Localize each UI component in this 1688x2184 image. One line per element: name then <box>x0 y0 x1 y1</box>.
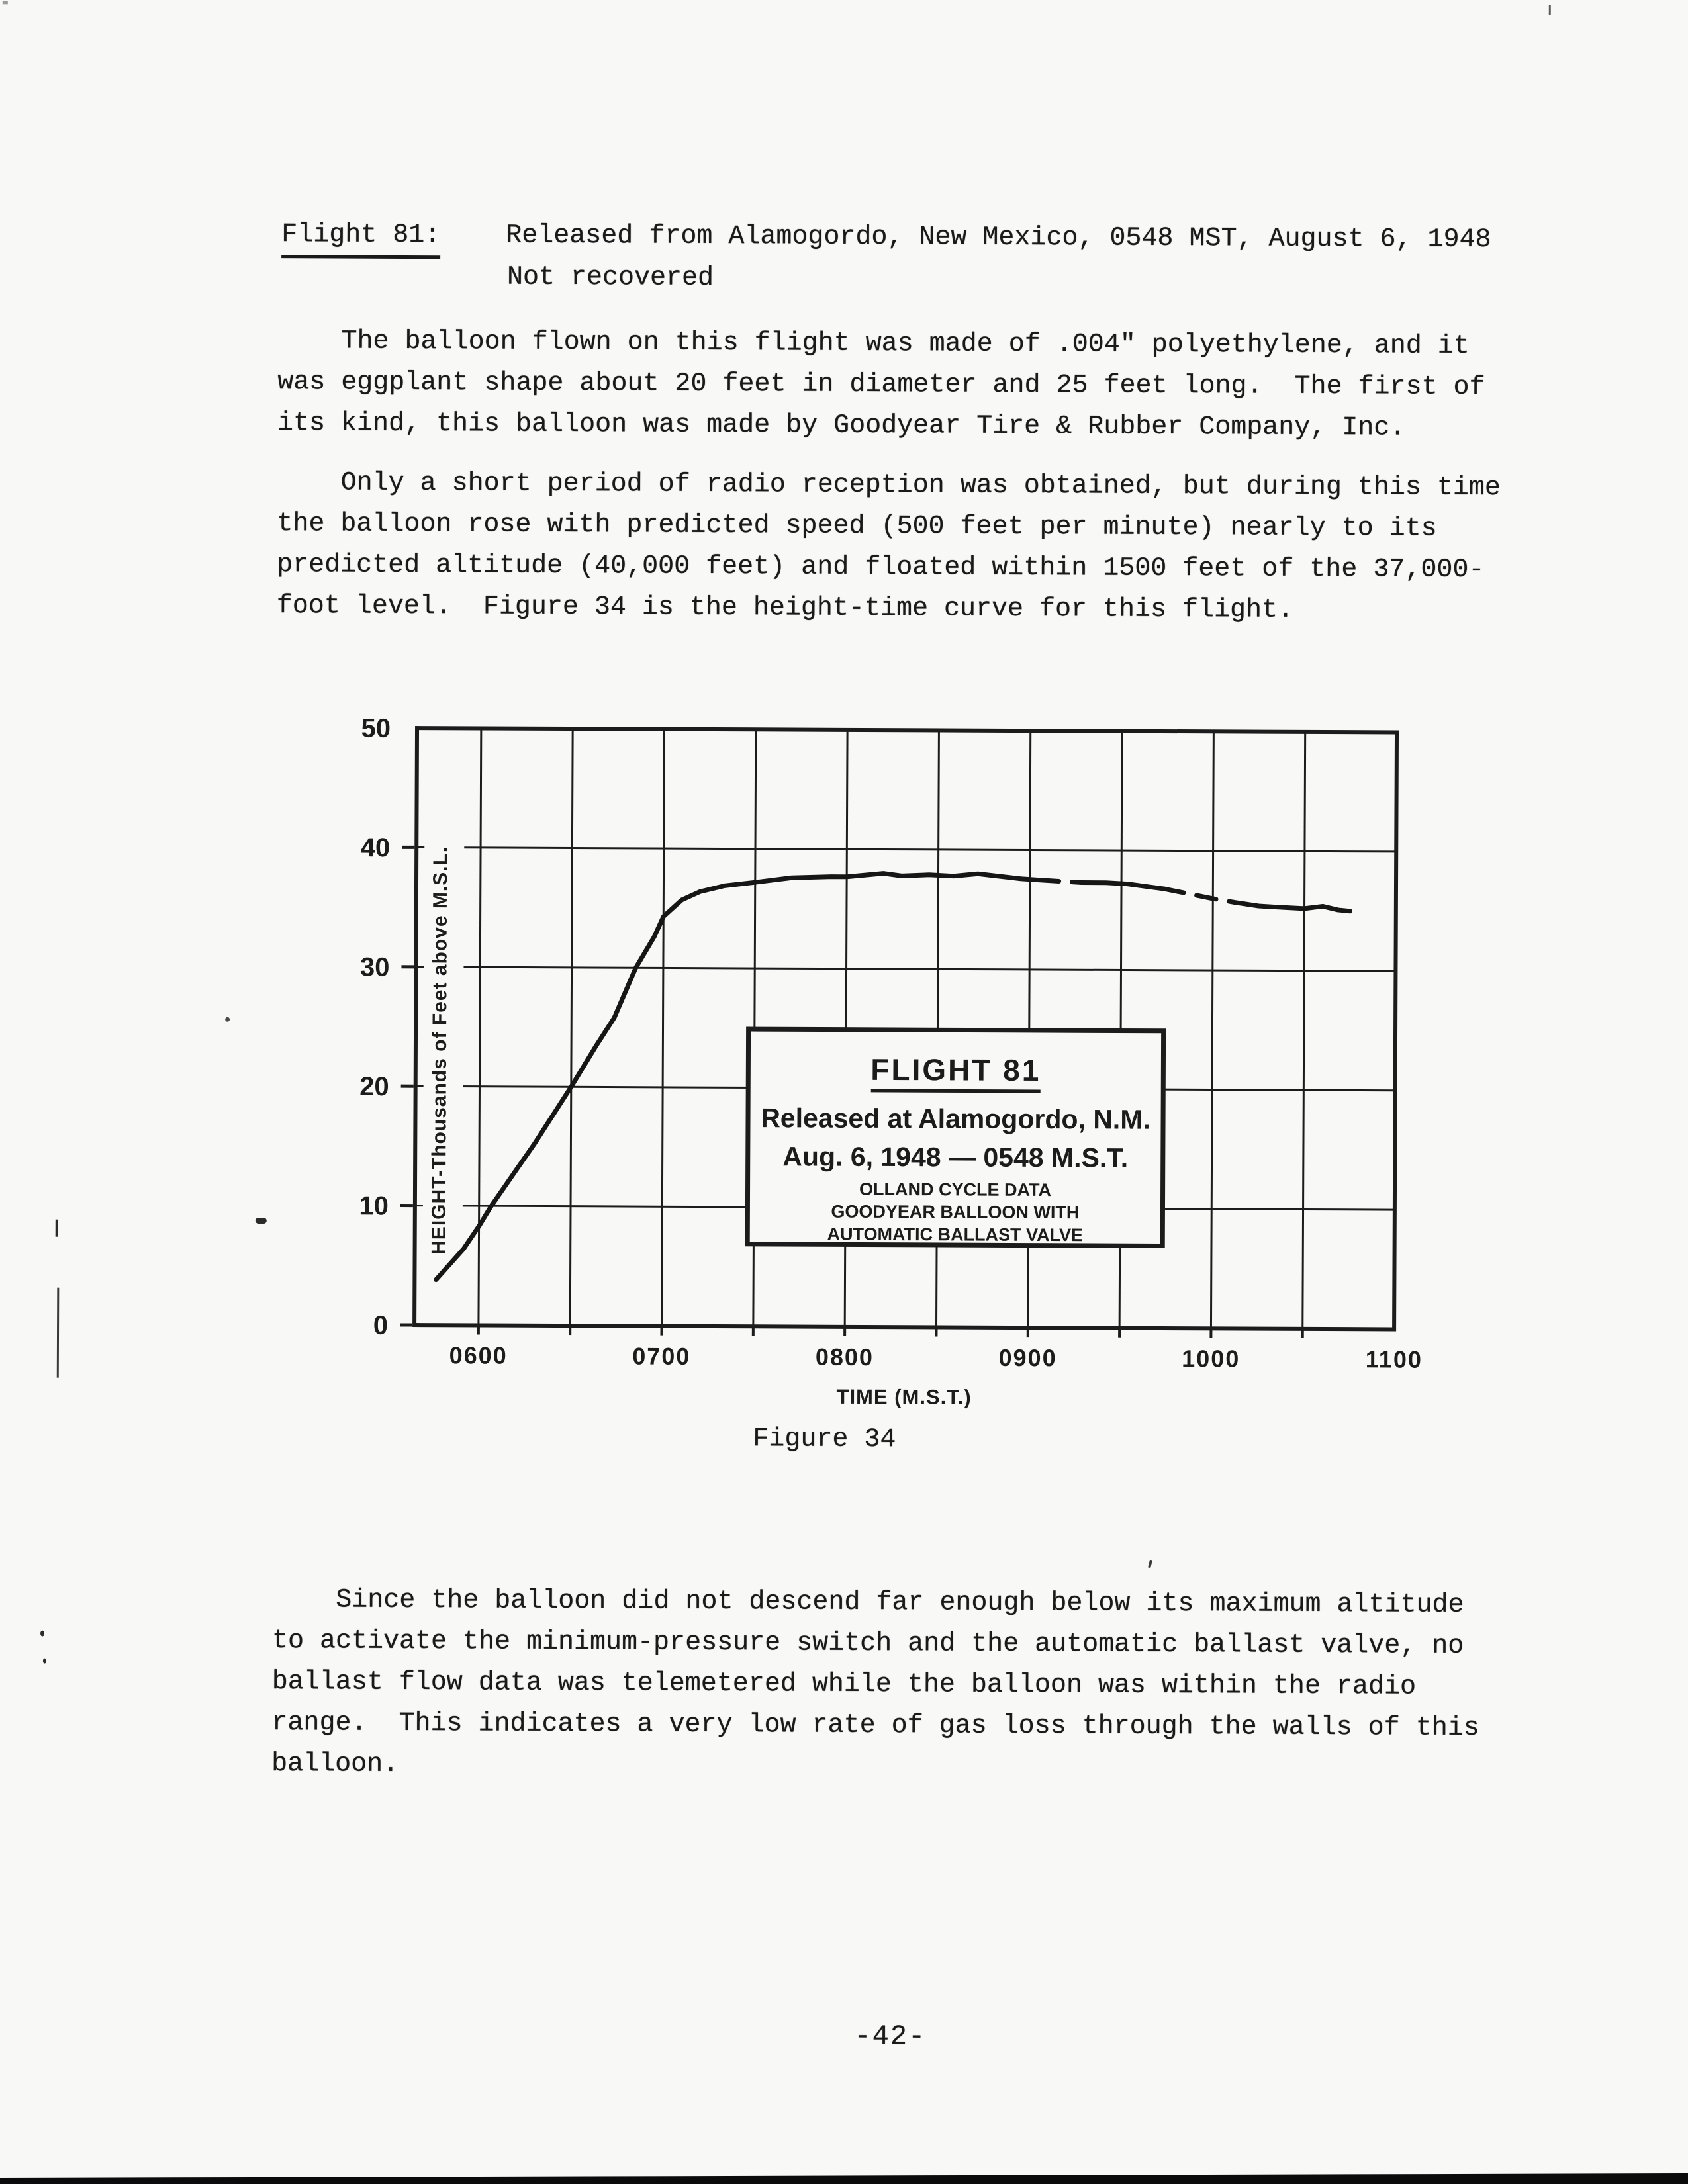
scan-speck <box>1148 1560 1152 1569</box>
text-line: the balloon rose with predicted speed (500 feet per minute) nearly to its <box>277 509 1437 544</box>
text-line: The balloon flown on this flight was made of .004" polyethylene, and it <box>341 326 1470 361</box>
curve-height-dashed-1 <box>1039 880 1082 883</box>
horizontal-gridline <box>416 847 1396 851</box>
scan-speck <box>3 1 8 4</box>
figure-caption: Figure 34 <box>753 1424 896 1455</box>
x-axis-tick-label: 0600 <box>449 1342 508 1369</box>
annotation-line: Released at Alamogordo, N.M. <box>761 1103 1150 1135</box>
x-axis-tick-label: 0700 <box>632 1342 691 1370</box>
annotation-line: Aug. 6, 1948 — 0548 M.S.T. <box>782 1141 1129 1173</box>
text-line: Only a short period of radio reception was obtained, but during this time <box>340 468 1501 504</box>
y-axis-tick-label: 20 <box>359 1071 389 1102</box>
flight-heading-line2: Not recovered <box>506 262 714 293</box>
scan-speck <box>40 1631 44 1637</box>
text-line: foot level. Figure 34 is the height-time curve for this flight. <box>276 591 1294 625</box>
vertical-gridline <box>570 729 573 1326</box>
y-axis-tick-label: 40 <box>360 833 391 863</box>
vertical-gridline <box>1303 732 1305 1329</box>
vertical-gridline <box>662 729 665 1326</box>
vertical-gridline <box>1211 731 1213 1328</box>
page-number: -42- <box>854 2020 927 2053</box>
vertical-gridline <box>479 728 481 1325</box>
text-line: balloon. <box>271 1749 399 1780</box>
annotation-line: FLIGHT 81 <box>870 1052 1041 1087</box>
horizontal-gridline <box>416 967 1395 971</box>
y-axis-tick-label: 30 <box>359 952 390 982</box>
height-time-chart <box>279 681 1514 1441</box>
flight-heading <box>1 0 1688 293</box>
y-axis-tick-label: 10 <box>359 1191 389 1221</box>
x-axis-title: TIME (M.S.T.) <box>836 1385 972 1409</box>
text-line: was eggplant shape about 20 feet in diameter and 25 feet long. The first of <box>277 367 1485 403</box>
height-time-chart-svg <box>279 681 1514 1441</box>
scan-speck <box>1549 5 1551 15</box>
x-axis-tick-label: 0900 <box>998 1343 1057 1372</box>
curve-height-solid-final <box>1234 902 1350 911</box>
scan-line-mark <box>57 1288 60 1378</box>
text-line: its kind, this balloon was made by Goodyear Tire & Rubber Company, Inc. <box>277 408 1406 443</box>
y-axis-tick-label: 50 <box>361 713 391 743</box>
annotation-line: OLLAND CYCLE DATA <box>859 1179 1052 1201</box>
flight-heading-text: Released from Alamogordo, New Mexico, 0548 MST, August 6, 1948 <box>506 220 1491 255</box>
paragraph-radio-reception <box>277 463 1548 632</box>
text-line: predicted altitude (40,000 feet) and floated within 1500 feet of the 37,000- <box>277 550 1485 586</box>
scan-speck <box>256 1218 267 1224</box>
paragraph-ballast-conclusion <box>271 1580 1543 1790</box>
annotation-line: GOODYEAR BALLOON WITH <box>831 1201 1080 1223</box>
y-axis-tick-label: 0 <box>373 1310 389 1340</box>
text-line: range. This indicates a very low rate of gas loss through the walls of this <box>271 1708 1479 1744</box>
scan-speck <box>225 1017 230 1022</box>
scan-speck <box>56 1220 58 1237</box>
x-axis-tick-label: 1100 <box>1365 1345 1423 1373</box>
annotation-line: AUTOMATIC BALLAST VALVE <box>827 1224 1084 1246</box>
flight-heading-label: Flight 81: <box>281 220 440 259</box>
x-axis-tick-label: 1000 <box>1182 1345 1241 1373</box>
scan-speck <box>43 1659 46 1664</box>
text-line: Since the balloon did not descend far enough below its maximum altitude <box>336 1585 1464 1620</box>
text-line: ballast flow data was telemetered while the balloon was within the radio <box>271 1667 1417 1702</box>
curve-height-solid-2 <box>1082 883 1164 889</box>
text-line: to activate the minimum-pressure switch and the automatic ballast valve, no <box>271 1626 1464 1661</box>
x-axis-tick-label: 0800 <box>815 1343 874 1371</box>
curve-height-dashed-2 <box>1164 889 1234 902</box>
y-axis-title: HEIGHT-Thousands of Feet above M.S.L. <box>428 846 452 1255</box>
paragraph-balloon-description <box>277 321 1549 449</box>
flight-heading-line1 <box>281 220 1491 255</box>
